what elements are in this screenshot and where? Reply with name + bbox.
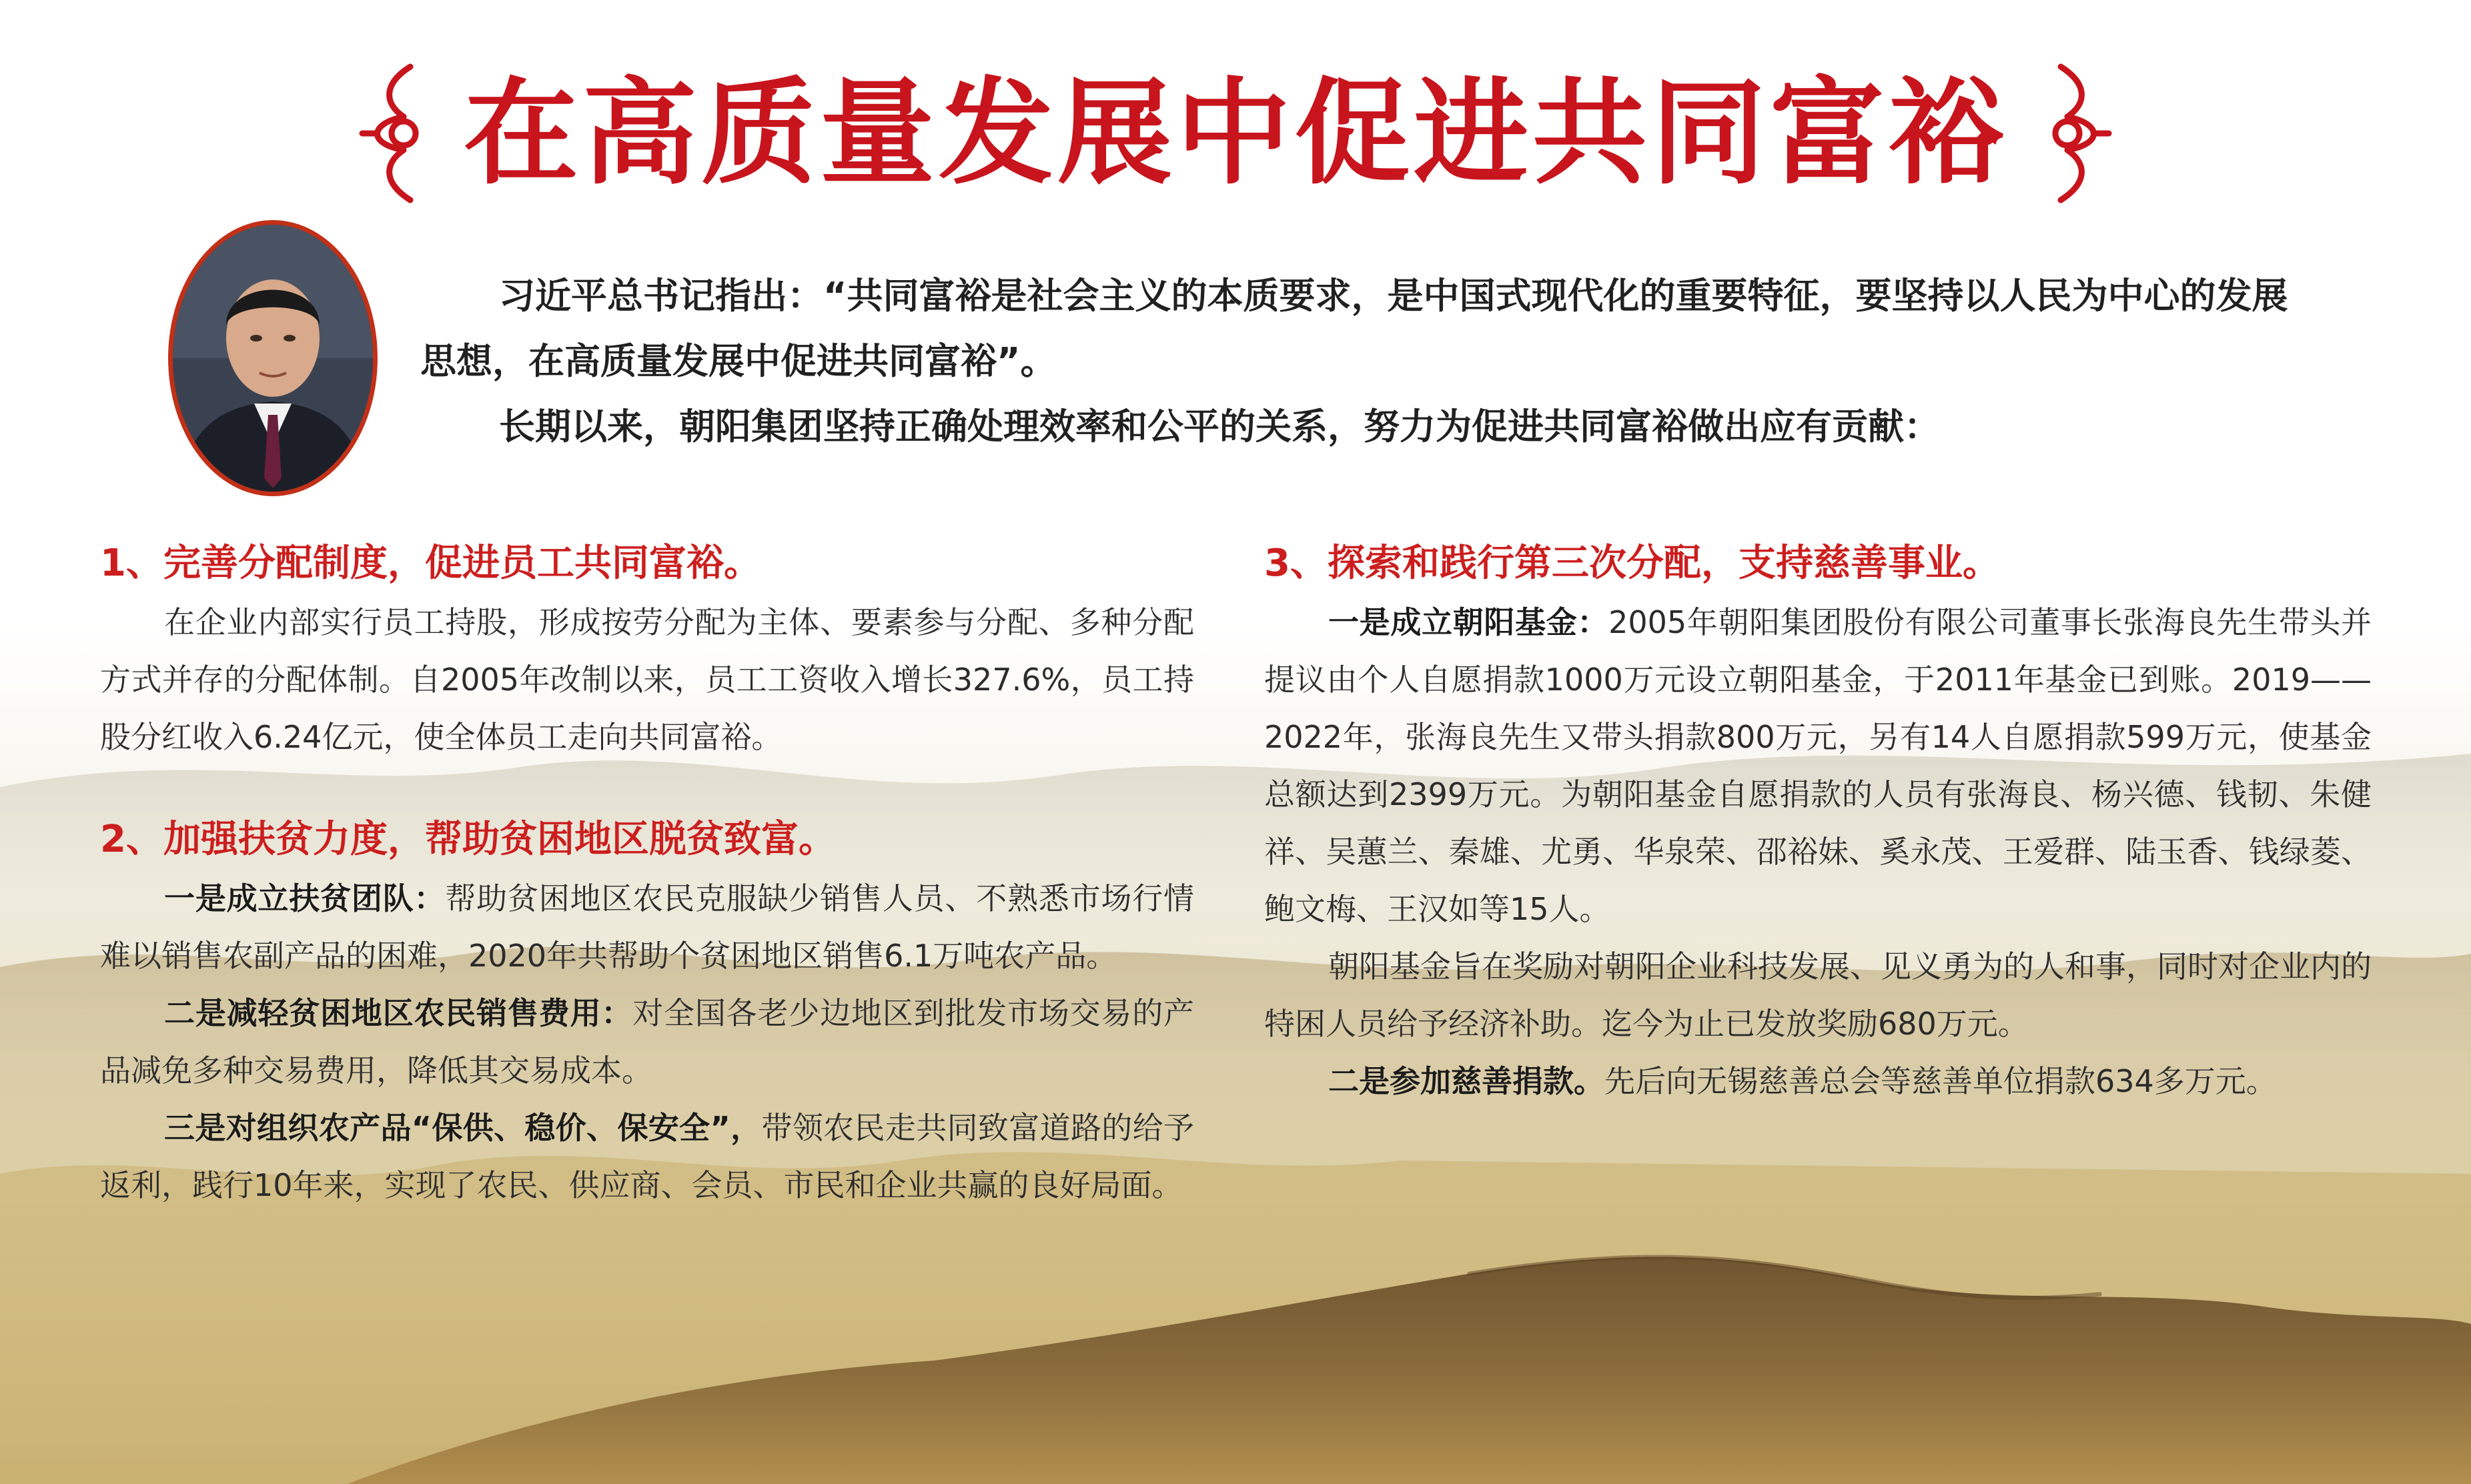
section-3-lead-3: 二是参加慈善捐款。	[1328, 1063, 1604, 1099]
page-title: 在高质量发展中促进共同富裕	[464, 66, 2007, 200]
section-3-paragraph-1	[1264, 594, 2372, 938]
right-ornament-icon	[2034, 57, 2114, 210]
section-2-lead-1: 一是成立扶贫团队：	[164, 880, 446, 916]
left-ornament-icon	[357, 57, 437, 210]
section-3-paragraph-2: 朝阳基金旨在奖励对朝阳企业科技发展、见义勇为的人和事，同时对企业内的特困人员给予经济补助。迄今为止已发放奖励680万元。	[1264, 948, 2372, 1042]
section-3-lead-1: 一是成立朝阳基金：	[1328, 604, 1609, 640]
section-2-text-3: 带领农民走共同致富道路的给予返利，践行10年来，实现了农民、供应商、会员、市民和企业共赢的良好局面。	[100, 1110, 1195, 1203]
section-2-title: 2、加强扶贫力度，帮助贫困地区脱贫致富。	[100, 818, 836, 861]
section-3-text-3: 先后向无锡慈善总会等慈善单位捐款634多万元。	[1604, 1063, 2277, 1099]
person-portrait-icon	[173, 225, 373, 492]
right-column	[1264, 534, 2372, 1110]
section-2-paragraph-2	[100, 984, 1194, 1099]
section-1-body: 在企业内部实行员工持股，形成按劳分配为主体、要素参与分配、多种分配方式并存的分配体制。自2005年改制以来，员工工资收入增长327.6%，员工持股分红收入6.24亿元，使全体员工走向共同富裕。	[100, 604, 1194, 755]
section-3-title: 3、探索和践行第三次分配，支持慈善事业。	[1264, 542, 2000, 585]
section-2-paragraph-3	[100, 1099, 1194, 1214]
intro-block	[420, 263, 2302, 460]
section-2-paragraph-1	[100, 870, 1194, 984]
section-2-text-2: 对全国各老少边地区到批发市场交易的产品减免多种交易费用，降低其交易成本。	[100, 995, 1194, 1088]
section-2-lead-3: 三是对组织农产品“保供、稳价、保安全”，	[164, 1110, 762, 1146]
section-3-paragraph-3	[1264, 1052, 2372, 1110]
left-column	[100, 534, 1194, 1214]
section-2-lead-2: 二是减轻贫困地区农民销售费用：	[164, 995, 633, 1031]
intro-quote: 习近平总书记指出：“共同富裕是社会主义的本质要求，是中国式现代化的重要特征，要坚持以人民为中心的发展思想，在高质量发展中促进共同富裕”。	[420, 275, 2288, 382]
portrait-photo	[168, 220, 378, 496]
section-2-text-1: 帮助贫困地区农民克服缺少销售人员、不熟悉市场行情难以销售农副产品的困难，2020年共帮助个贫困地区销售6.1万吨农产品。	[100, 880, 1194, 974]
section-1-title: 1、完善分配制度，促进员工共同富裕。	[100, 542, 761, 585]
title-banner	[0, 47, 2471, 220]
section-3-text-1: 2005年朝阳集团股份有限公司董事长张海良先生带头并提议由个人自愿捐款1000万元设立朝阳基金，于2011年基金已到账。2019——2022年，张海良先生又带头捐款800万元，另有14人自愿捐款599万元，使基金总额达到2399万元。为朝阳基金自愿捐款的人员有张海良、杨兴德、钱韧、朱健祥、吴蕙兰、秦雄、尤勇、华泉荣、邵裕妹、奚永茂、王爱群、陆玉香、钱绿菱、鲍文梅、王汉如等15人。	[1264, 604, 2372, 927]
intro-statement: 长期以来，朝阳集团坚持正确处理效率和公平的关系，努力为促进共同富裕做出应有贡献：	[499, 406, 1940, 448]
